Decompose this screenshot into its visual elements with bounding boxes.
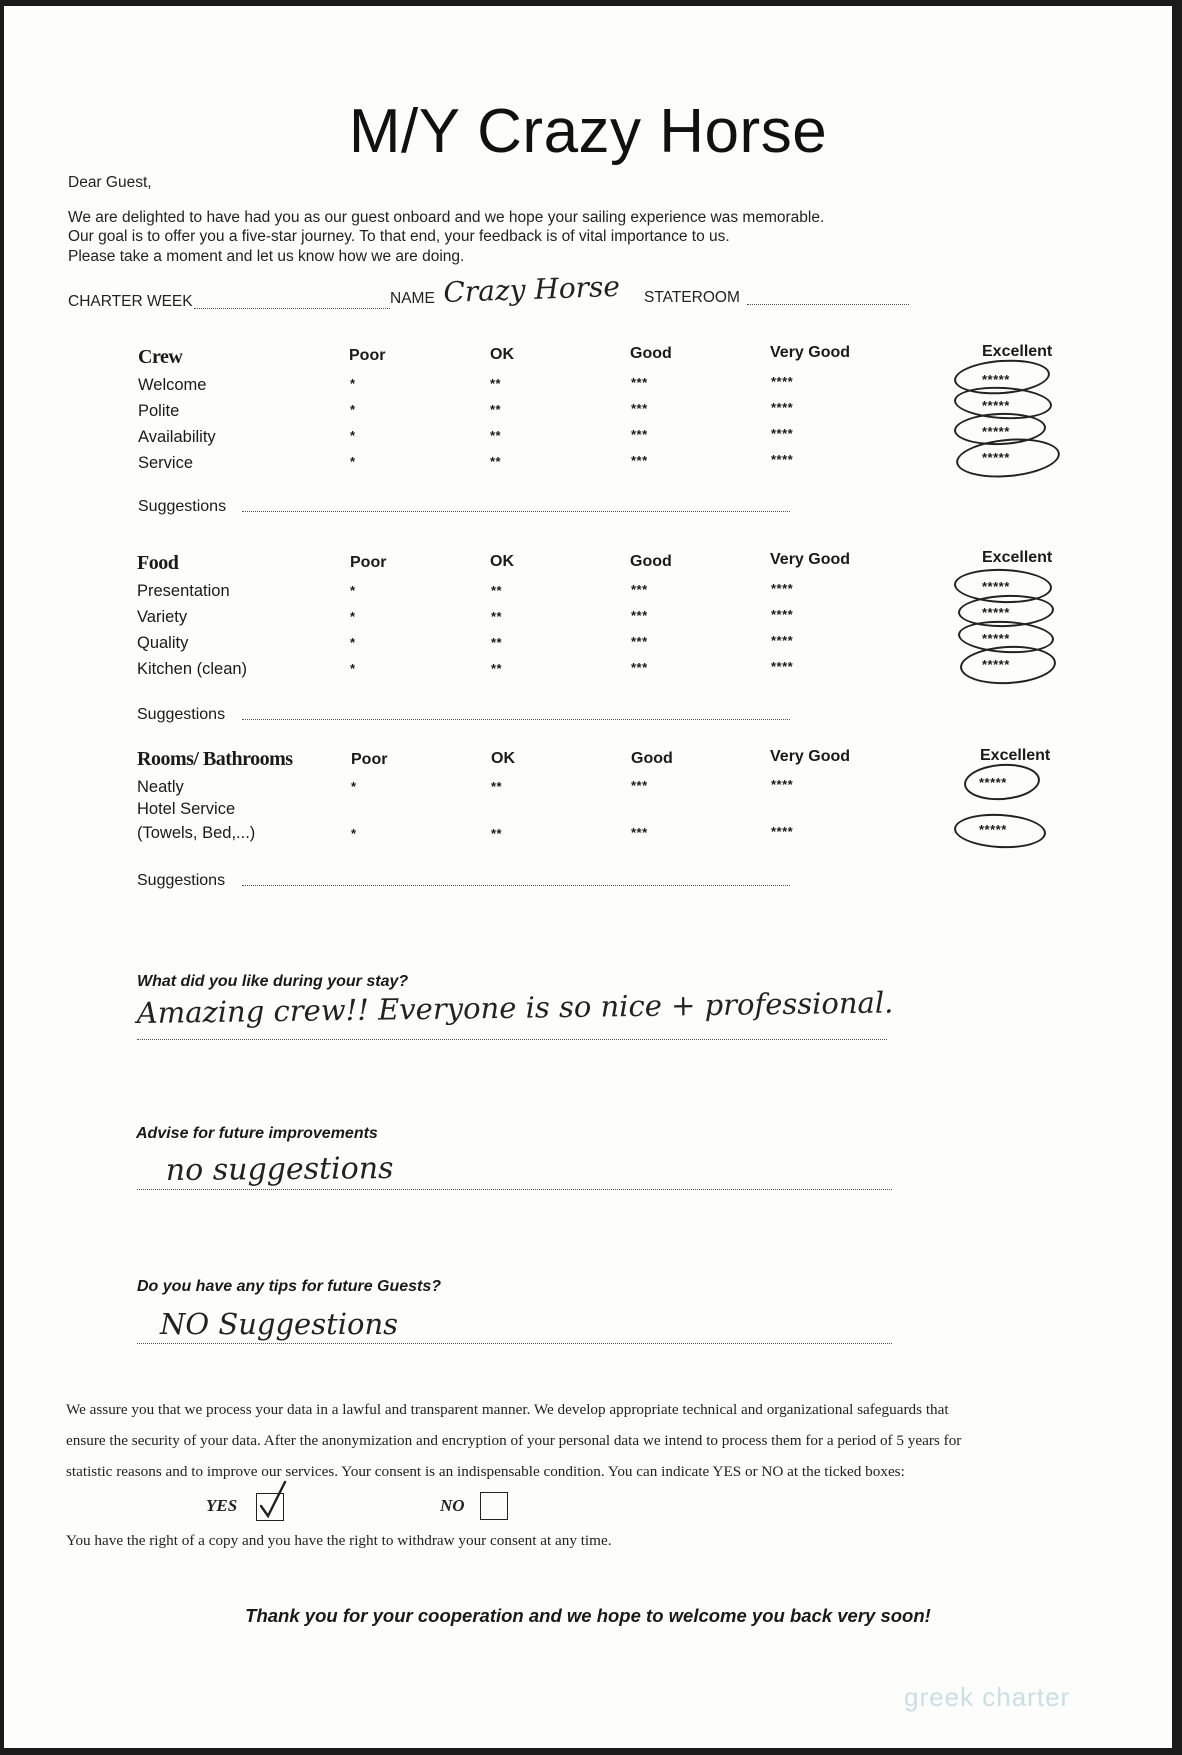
header-excellent: Excellent — [980, 747, 1051, 764]
rating-excellent[interactable]: ***** — [979, 775, 1007, 790]
answer-improvements-line[interactable] — [137, 1189, 892, 1190]
row-label: Welcome — [138, 376, 207, 394]
stateroom-field[interactable] — [747, 304, 909, 305]
rating-excellent[interactable]: ***** — [982, 450, 1010, 465]
rating-ok[interactable]: ** — [490, 402, 502, 417]
rating-very-good[interactable]: **** — [771, 426, 794, 441]
rating-excellent[interactable]: ***** — [982, 605, 1010, 620]
rating-good[interactable]: *** — [631, 634, 648, 649]
row-label: Service — [138, 454, 194, 472]
rating-good[interactable]: *** — [631, 825, 648, 840]
rating-poor[interactable]: * — [350, 635, 356, 650]
header-ok: OK — [490, 553, 514, 570]
rating-excellent[interactable]: ***** — [982, 579, 1010, 594]
intro-line-3: Please take a moment and let us know how we are doing. — [68, 248, 465, 265]
rating-poor[interactable]: * — [351, 826, 357, 841]
rating-good[interactable]: *** — [631, 427, 648, 442]
rating-ok[interactable]: ** — [491, 583, 503, 598]
name-value: Crazy Horse — [442, 269, 621, 309]
rating-ok[interactable]: ** — [491, 635, 503, 650]
suggestions-label: Suggestions — [137, 706, 226, 723]
section-title: Rooms/ Bathrooms — [137, 748, 293, 770]
row-label: Kitchen (clean) — [137, 660, 248, 678]
rating-good[interactable]: *** — [631, 401, 648, 416]
rating-poor[interactable]: * — [350, 609, 356, 624]
rating-poor[interactable]: * — [350, 454, 356, 469]
rating-excellent[interactable]: ***** — [979, 822, 1007, 837]
selection-circle — [953, 812, 1047, 851]
rating-very-good[interactable]: **** — [771, 400, 794, 415]
yes-label: YES — [206, 1496, 238, 1515]
rating-very-good[interactable]: **** — [771, 607, 794, 622]
row-label: Hotel Service — [137, 800, 236, 818]
header-very-good: Very Good — [770, 748, 851, 765]
name-label: NAME — [390, 290, 435, 307]
rating-excellent[interactable]: ***** — [982, 424, 1010, 439]
no-checkbox[interactable] — [480, 1492, 508, 1520]
question-improvements: Advise for future improvements — [136, 1125, 378, 1142]
suggestions-label: Suggestions — [138, 498, 227, 515]
header-very-good: Very Good — [770, 344, 851, 361]
rating-excellent[interactable]: ***** — [982, 372, 1010, 387]
section-title: Food — [137, 552, 179, 574]
no-label: NO — [440, 1496, 465, 1515]
rating-poor[interactable]: * — [350, 428, 356, 443]
header-good: Good — [630, 553, 672, 570]
header-excellent: Excellent — [982, 549, 1053, 566]
selection-circle — [963, 761, 1041, 802]
rating-good[interactable]: *** — [631, 778, 648, 793]
header-very-good: Very Good — [770, 551, 851, 568]
answer-liked-line[interactable] — [137, 1039, 887, 1040]
rating-ok[interactable]: ** — [491, 609, 503, 624]
rating-very-good[interactable]: **** — [771, 581, 794, 596]
suggestions-field[interactable] — [242, 885, 790, 886]
consent-line-1: We assure you that we process your data in a lawful and transparent manner. We develop appropriate technical and organizational safeguards that — [66, 1401, 949, 1418]
header-poor: Poor — [350, 554, 387, 571]
suggestions-field[interactable] — [242, 511, 790, 512]
rating-excellent[interactable]: ***** — [982, 398, 1010, 413]
row-label: Presentation — [137, 582, 230, 600]
question-liked: What did you like during your stay? — [137, 973, 409, 990]
rating-ok[interactable]: ** — [490, 454, 502, 469]
consent-rights: You have the right of a copy and you have the right to withdraw your consent at any time. — [66, 1532, 612, 1549]
rating-excellent[interactable]: ***** — [982, 657, 1010, 672]
row-label: Polite — [138, 402, 180, 420]
row-label: Quality — [137, 634, 189, 652]
thank-you-note: Thank you for your cooperation and we hope to welcome you back very soon! — [245, 1605, 931, 1626]
rating-very-good[interactable]: **** — [771, 452, 794, 467]
rating-excellent[interactable]: ***** — [982, 631, 1010, 646]
rating-good[interactable]: *** — [631, 582, 648, 597]
row-label-continued: (Towels, Bed,...) — [137, 824, 256, 842]
section-title: Crew — [138, 346, 183, 368]
rating-good[interactable]: *** — [631, 453, 648, 468]
feedback-form-page — [4, 6, 1172, 1748]
row-label: Neatly — [137, 778, 184, 796]
rating-very-good[interactable]: **** — [771, 633, 794, 648]
rating-ok[interactable]: ** — [490, 376, 502, 391]
answer-tips: NO Suggestions — [160, 1307, 399, 1341]
suggestions-label: Suggestions — [137, 872, 226, 889]
rating-ok[interactable]: ** — [491, 779, 503, 794]
row-label: Variety — [137, 608, 188, 626]
selection-circle — [959, 644, 1057, 687]
rating-ok[interactable]: ** — [491, 826, 503, 841]
answer-tips-line[interactable] — [137, 1343, 892, 1344]
charter-week-label: CHARTER WEEK — [68, 293, 193, 310]
rating-poor[interactable]: * — [350, 376, 356, 391]
header-poor: Poor — [349, 347, 386, 364]
greeting: Dear Guest, — [68, 174, 152, 191]
row-label: Availability — [138, 428, 216, 446]
consent-line-2: ensure the security of your data. After the anonymization and encryption of your personal data we intend to process them for a period of 5 years for — [66, 1432, 962, 1449]
header-ok: OK — [490, 346, 514, 363]
header-poor: Poor — [351, 751, 388, 768]
header-good: Good — [630, 345, 672, 362]
rating-poor[interactable]: * — [350, 402, 356, 417]
charter-week-field[interactable] — [194, 308, 390, 309]
suggestions-field[interactable] — [242, 719, 790, 720]
rating-poor[interactable]: * — [351, 779, 357, 794]
question-tips: Do you have any tips for future Guests? — [137, 1278, 442, 1295]
header-ok: OK — [491, 750, 515, 767]
rating-poor[interactable]: * — [350, 583, 356, 598]
rating-poor[interactable]: * — [350, 661, 356, 676]
watermark-logo: greek charter — [904, 1682, 1071, 1712]
intro-line-1: We are delighted to have had you as our guest onboard and we hope your sailing experience was memorable. — [68, 209, 825, 226]
header-excellent: Excellent — [982, 343, 1053, 360]
rating-good[interactable]: *** — [631, 608, 648, 623]
rating-good[interactable]: *** — [631, 375, 648, 390]
rating-ok[interactable]: ** — [490, 428, 502, 443]
yes-checkbox[interactable] — [256, 1493, 284, 1521]
rating-good[interactable]: *** — [631, 660, 648, 675]
answer-improvements: no suggestions — [165, 1151, 394, 1188]
stateroom-label: STATEROOM — [644, 289, 740, 306]
rating-very-good[interactable]: **** — [771, 374, 794, 389]
page-title: M/Y Crazy Horse — [348, 97, 828, 166]
header-good: Good — [631, 750, 673, 767]
consent-line-3: statistic reasons and to improve our services. Your consent is an indispensable condition. You can indicate YES or NO at the ticked boxes: — [66, 1463, 905, 1480]
rating-very-good[interactable]: **** — [771, 824, 794, 839]
rating-very-good[interactable]: **** — [771, 777, 794, 792]
intro-line-2: Our goal is to offer you a five-star journey. To that end, your feedback is of vital importance to us. — [68, 228, 730, 245]
rating-ok[interactable]: ** — [491, 661, 503, 676]
rating-very-good[interactable]: **** — [771, 659, 794, 674]
checkmark-icon — [255, 1480, 289, 1520]
answer-liked: Amazing crew!! Everyone is so nice + professional. — [136, 985, 894, 1030]
